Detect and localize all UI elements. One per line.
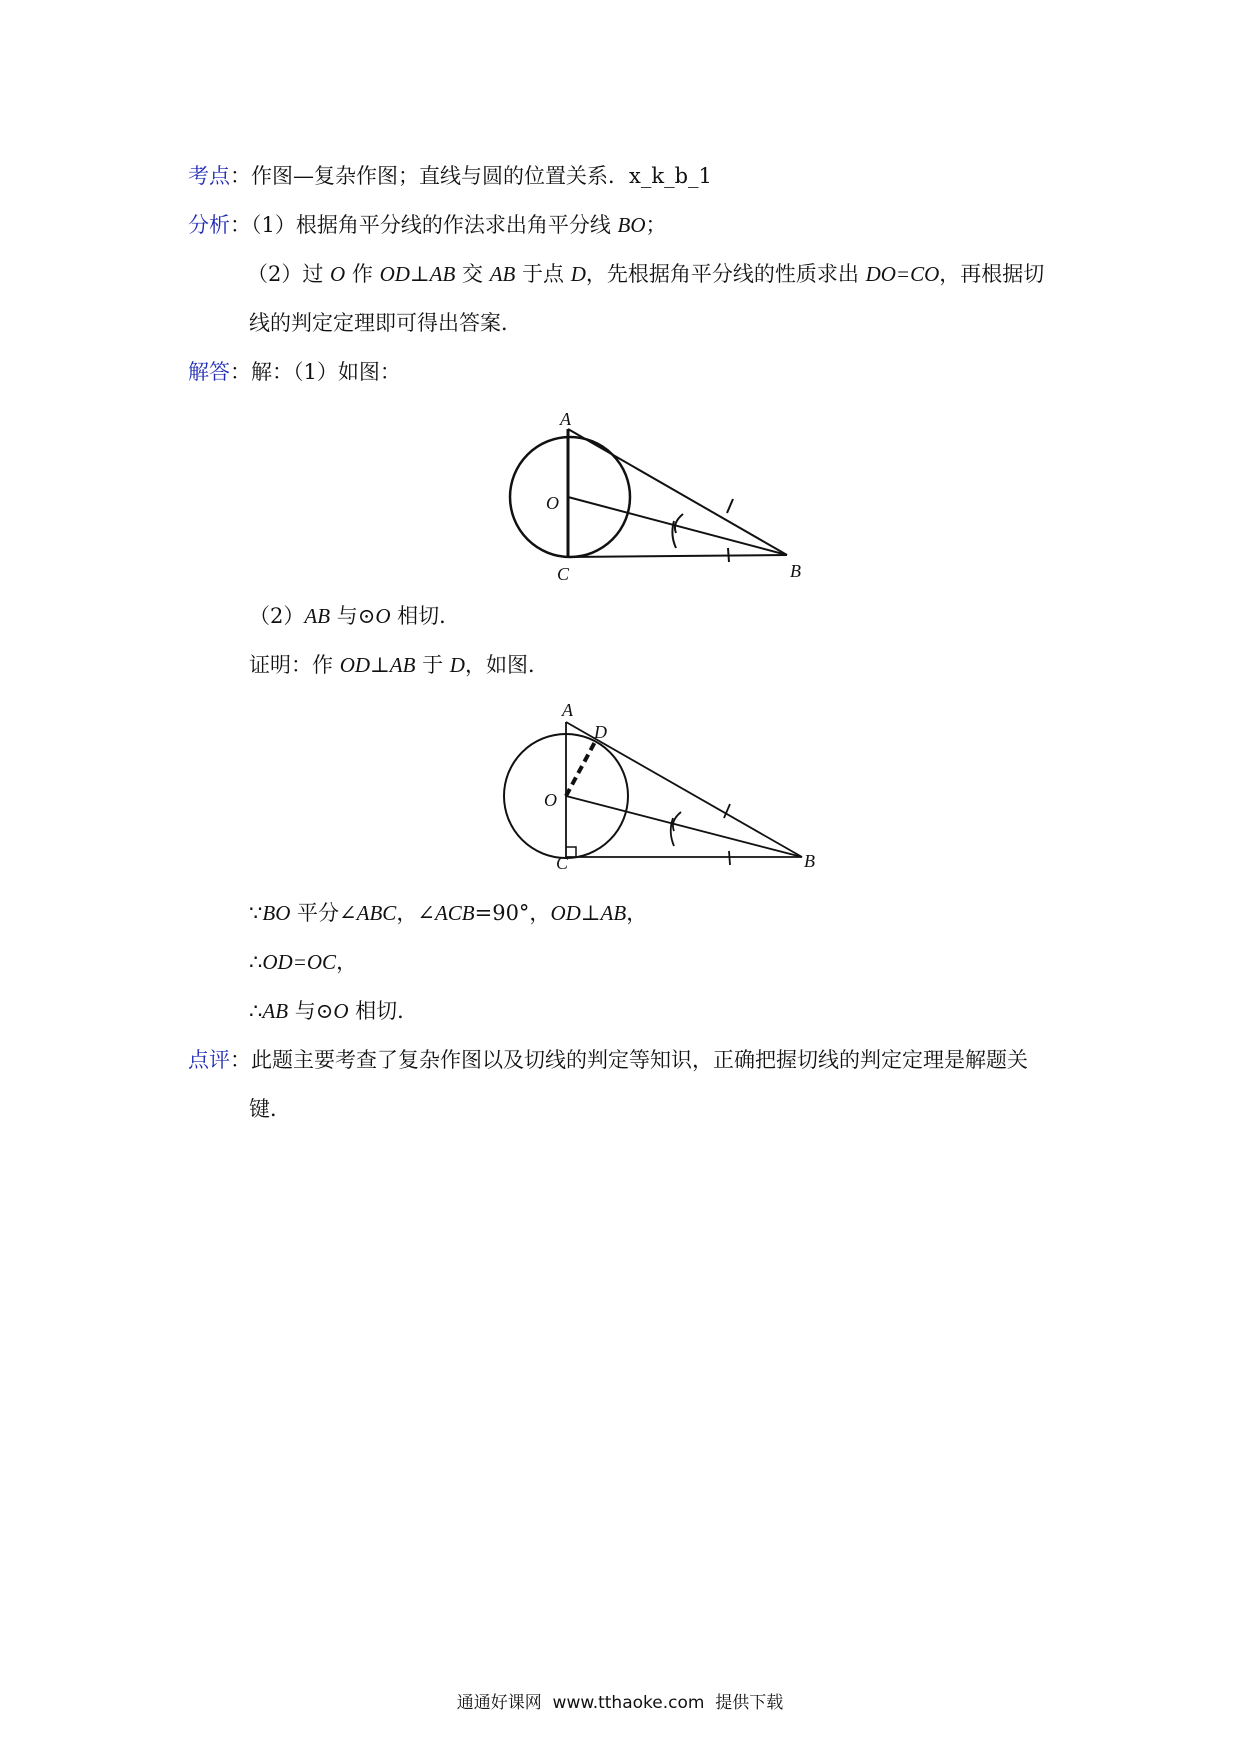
proof-intro-line bbox=[249, 650, 549, 680]
fig2-label-c: C bbox=[556, 853, 569, 873]
fig2-segment-od-dashed bbox=[566, 740, 596, 796]
fig2-arc-2 bbox=[673, 812, 681, 831]
reason1-m2: ABC bbox=[356, 901, 397, 925]
fenxi-line1-end: ； bbox=[645, 213, 667, 237]
reason3-m2: O bbox=[333, 999, 349, 1023]
fig2-label-o: O bbox=[544, 790, 557, 810]
dianping-line-2 bbox=[249, 1094, 291, 1124]
fig1-arc-2 bbox=[675, 514, 683, 533]
reason1-m1: BO bbox=[262, 901, 291, 925]
proof-t1: 证明：作 bbox=[249, 653, 340, 677]
footer-text: 通通好课网 www.tthaoke.com 提供下载 bbox=[456, 1693, 784, 1713]
fenxi-line-3 bbox=[249, 308, 522, 338]
fig1-tick-cb bbox=[728, 548, 729, 562]
fenxi-line2-s10: ，先根据角平分线的性质求出 bbox=[585, 262, 866, 286]
reason1-t1: ∵ bbox=[249, 901, 263, 925]
fenxi-line2-s1: O bbox=[330, 262, 346, 286]
reason2-t1: ∴ bbox=[249, 950, 263, 974]
reason3-t3: 相切． bbox=[348, 999, 419, 1023]
fig1-segment-cb bbox=[568, 555, 787, 557]
proof-m1: OD bbox=[339, 653, 371, 677]
proof-m3: D bbox=[449, 653, 465, 677]
fenxi-line2-s7: AB bbox=[489, 262, 516, 286]
reason1-t4: =90°， bbox=[474, 901, 551, 925]
reason3-t2: 与⊙ bbox=[288, 999, 334, 1023]
reason-2-line bbox=[249, 947, 357, 977]
fenxi-line-2 bbox=[247, 259, 1044, 289]
fenxi-line-1 bbox=[188, 210, 667, 240]
figure-2 bbox=[490, 700, 820, 875]
fig2-segment-ab bbox=[566, 722, 802, 857]
dianping-line1-text: ：此题主要考查了复杂作图以及切线的判定等知识，正确把握切线的判定定理是解题关 bbox=[230, 1048, 1028, 1072]
proof-t2: ⊥ bbox=[370, 653, 390, 677]
fenxi-line2-s8: 于点 bbox=[515, 262, 571, 286]
fenxi-line2-s4: ⊥ bbox=[409, 262, 430, 286]
figure-1 bbox=[490, 405, 820, 585]
fenxi-line2-s9: D bbox=[570, 262, 586, 286]
reason3-t1: ∴ bbox=[249, 999, 263, 1023]
reason3-m1: AB bbox=[262, 999, 289, 1023]
jieda-line bbox=[188, 357, 401, 387]
fenxi-line2-s5: AB bbox=[429, 262, 456, 286]
fenxi-line1-math: BO bbox=[617, 213, 646, 237]
fenxi-line2-s6: 交 bbox=[455, 262, 490, 286]
fig1-label-a: A bbox=[560, 409, 571, 429]
fig1-label-o: O bbox=[546, 493, 559, 513]
figure-2-svg bbox=[490, 700, 820, 875]
reason1-t5: ⊥ bbox=[580, 901, 601, 925]
figure-1-svg bbox=[490, 405, 820, 585]
fenxi-line2-s2: 作 bbox=[345, 262, 380, 286]
fenxi-line3-text: 线的判定定理即可得出答案． bbox=[249, 311, 522, 335]
dianping-label: 点评 bbox=[188, 1048, 230, 1072]
fig2-tick-cb bbox=[729, 851, 730, 865]
fig2-label-a: A bbox=[562, 700, 573, 720]
fig1-label-c: C bbox=[557, 564, 570, 584]
fenxi-line2-s11: DO=CO bbox=[865, 262, 940, 286]
fig2-label-b: B bbox=[804, 851, 815, 871]
reason1-m4: OD bbox=[550, 901, 581, 925]
kaodian-label: 考点 bbox=[188, 164, 230, 188]
reason1-m3: ACB bbox=[434, 901, 475, 925]
jieda-text: ：解：（1）如图： bbox=[230, 360, 401, 384]
fig1-segment-ob bbox=[568, 497, 787, 555]
page-footer bbox=[0, 1690, 1240, 1716]
dianping-line-1 bbox=[188, 1045, 1028, 1075]
proof-m2: AB bbox=[389, 653, 416, 677]
part2-m1: AB bbox=[304, 604, 331, 628]
reason-3-line bbox=[249, 996, 418, 1026]
fig2-label-d: D bbox=[594, 722, 607, 742]
part2-end: 相切． bbox=[390, 604, 461, 628]
dianping-line2-text: 键． bbox=[249, 1097, 291, 1121]
reason-1-line bbox=[249, 898, 647, 928]
fig1-segment-ab bbox=[568, 429, 787, 555]
kaodian-text: ：作图—复杂作图；直线与圆的位置关系．x_k_b_1 bbox=[230, 164, 712, 188]
fig1-label-b: B bbox=[790, 561, 801, 581]
proof-t4: ，如图． bbox=[464, 653, 549, 677]
kaodian-line bbox=[188, 161, 712, 191]
part2-m2: O bbox=[375, 604, 391, 628]
proof-t3: 于 bbox=[415, 653, 450, 677]
fenxi-line2-s12: ，再根据切 bbox=[939, 262, 1045, 286]
part2-mid: 与⊙ bbox=[330, 604, 376, 628]
reason1-m5: AB bbox=[600, 901, 627, 925]
reason1-t2: 平分∠ bbox=[290, 901, 357, 925]
fenxi-line2-s0: （2）过 bbox=[247, 262, 331, 286]
reason2-m1: OD=OC bbox=[262, 950, 337, 974]
reason1-t6: ， bbox=[626, 901, 648, 925]
fig1-tick-ab bbox=[727, 499, 733, 513]
fenxi-line1-text: ：（1）根据角平分线的作法求出角平分线 bbox=[230, 213, 618, 237]
jieda-label: 解答 bbox=[188, 360, 230, 384]
part2-prefix: （2） bbox=[249, 604, 305, 628]
fenxi-label: 分析 bbox=[188, 213, 230, 237]
reason1-t3: ，∠ bbox=[396, 901, 435, 925]
reason2-t2: ， bbox=[336, 950, 358, 974]
fenxi-line2-s3: OD bbox=[379, 262, 410, 286]
part2-line bbox=[249, 601, 460, 631]
